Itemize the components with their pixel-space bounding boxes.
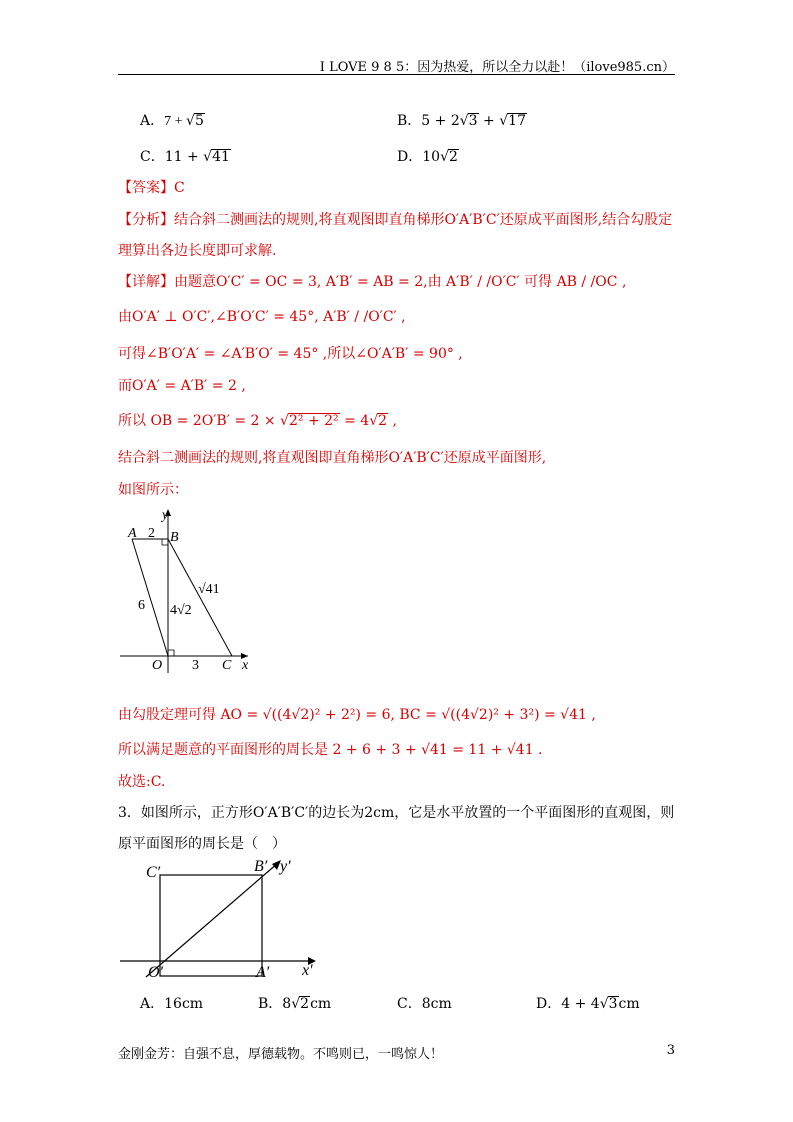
header-rule [118,74,675,75]
q2-detail-line5: 所以 OB = 2O′B′ = 2 × √2² + 2² = 4√2 , [118,413,397,429]
q3-square-figure [118,855,328,985]
right-angle-b [162,539,168,545]
q2-analysis-line2: 理算出各边长度即可求解. [118,243,277,259]
q2-analysis-line1: 【分析】结合斜二测画法的规则,将直观图即直角梯形O′A′B′C′还原成平面图形,结合勾股定 [118,212,673,228]
label-oc-length: 3 [192,658,199,673]
segment-bc [168,539,232,656]
q2-option-a: A．7 + √5 [140,113,204,129]
q2-detail-line6: 结合斜二测画法的规则,将直观图即直角梯形O′A′B′C′还原成平面图形, [118,450,547,466]
q3-stem-line1: 3．如图所示，正方形O′A′B′C′的边长为2cm，它是水平放置的一个平面图形的直观图，则 [118,805,675,821]
label-ao-length: 6 [138,598,145,613]
footer-motto: 金刚金芳：自强不息，厚德载物。不鸣则已，一鸣惊人！ [118,1047,444,1062]
label-bc-length: √41 [198,582,220,597]
q3-option-d: D．4 + 4√3cm [536,996,640,1012]
label-x: x [242,658,249,673]
label-y-prime: y′ [280,858,291,875]
q2-conclusion: 故选:C. [118,774,166,790]
q2-detail-line2: 由O′A′ ⊥ O′C′,∠B′O′C′ = 45°, A′B′ / /O′C′ , [118,309,406,325]
q2-perimeter-line: 所以满足题意的平面图形的周长是 2 + 6 + 3 + √41 = 11 + √41 . [118,742,543,758]
label-a-prime: A′ [256,964,270,981]
q3-stem-line2: 原平面图形的周长是（ ） [118,836,286,852]
label-o: O [152,658,163,673]
q2-detail-line3: 可得∠B′O′A′ = ∠A′B′O′ = 45° ,所以∠O′A′B′ = 90° , [118,346,463,362]
label-o-prime: O′ [148,964,164,981]
q3-option-b: B．8√2cm [258,996,332,1012]
label-ob-length: 4√2 [170,603,192,618]
q2-option-c: C．11 + √41 [140,149,230,165]
q2-detail-line7: 如图所示： [118,482,188,498]
label-b-prime: B′ [254,858,268,875]
label-y: y [162,508,169,523]
y-axis-diagonal [146,863,278,977]
q2-option-b: B．5 + 2√3 + √17 [397,113,526,129]
label-c: C [222,658,232,673]
q3-option-c: C．8cm [397,996,452,1012]
page-number: 3 [666,1043,675,1058]
q2-pythagoras-line: 由勾股定理可得 AO = √((4√2)² + 2²) = 6, BC = √((4√2)² + 3²) = √41 , [118,707,596,723]
q2-trapezoid-figure [118,505,268,675]
label-b: B [170,530,179,545]
q2-detail-line1: 【详解】由题意O′C′ = OC = 3, A′B′ = AB = 2,由 A′B′ / /O′C′ 可得 AB / /OC , [118,274,627,290]
label-ab-length: 2 [148,526,155,541]
q2-answer: 【答案】C [118,180,185,196]
q2-detail-line4: 而O′A′ = A′B′ = 2 , [118,378,246,394]
right-angle-o [168,650,174,656]
q2-option-d: D．10√2 [397,149,458,165]
label-x-prime: x′ [302,962,313,979]
label-c-prime: C′ [146,864,161,881]
label-a: A [128,526,137,541]
q3-option-a: A．16cm [140,996,204,1012]
page-header: I LOVE 9 8 5：因为热爱，所以全力以赴！（ilove985.cn） [319,60,675,75]
